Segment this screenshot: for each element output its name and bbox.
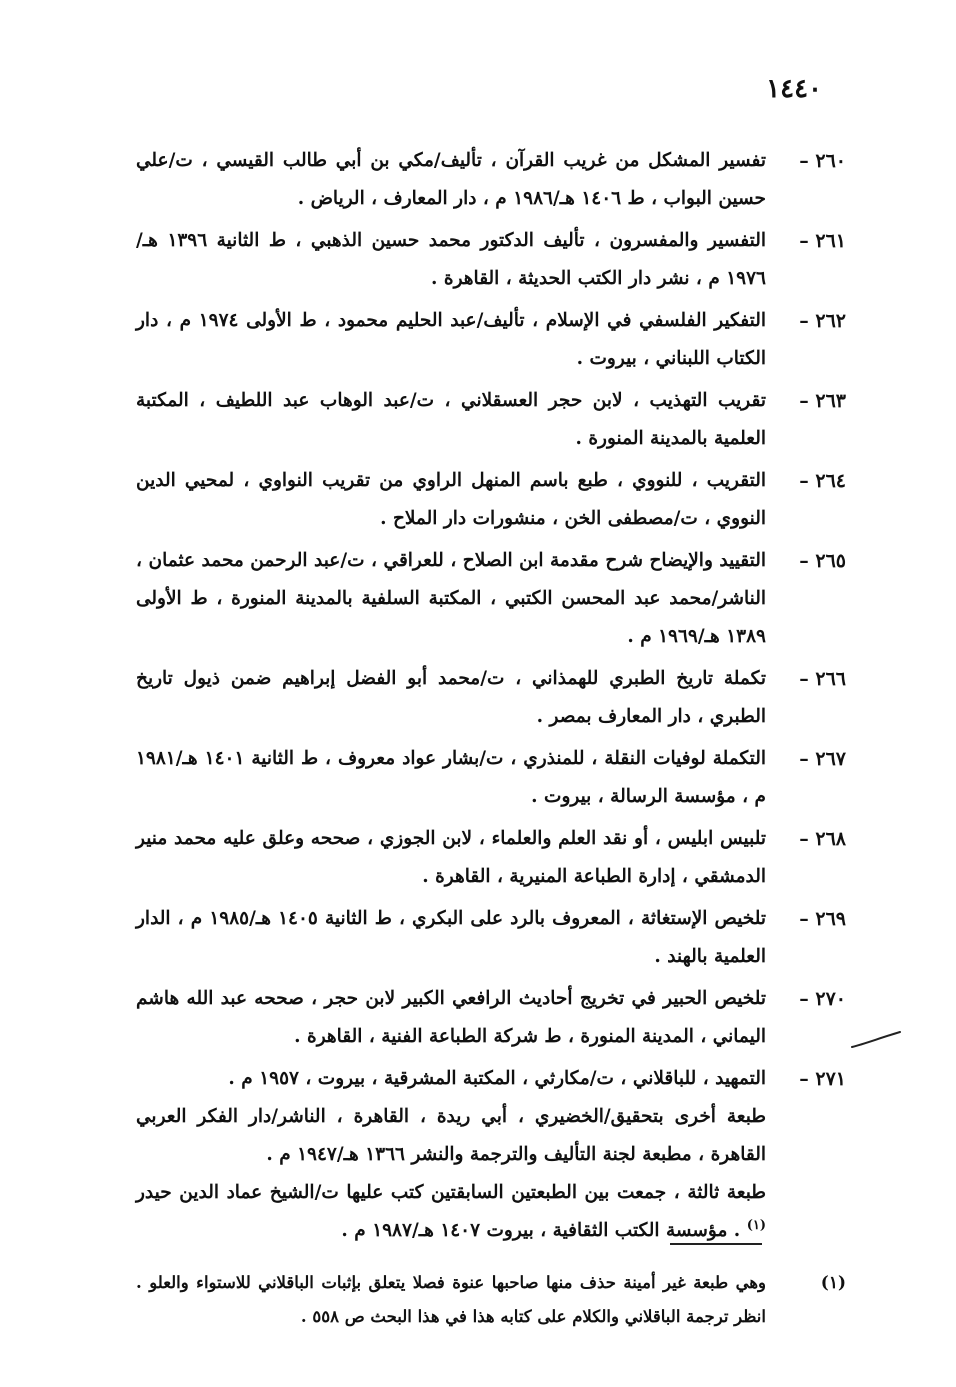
footnote-reference: (١) (746, 1217, 766, 1233)
entry-line: التقريب ، للنووي ، طبع باسم المنهل الراوي من تقريب النواوي ، لمحيي الدين النووي ، ت/مصطفى الخن ، منشورات دار الملاح . (136, 470, 766, 529)
handwritten-margin-mark (850, 1030, 902, 1050)
bibliography-entry (136, 222, 846, 298)
entry-text (136, 542, 766, 656)
entry-number: ٢٦١ – (799, 230, 846, 252)
bibliography-entry (136, 820, 846, 896)
entry-line: التمهيد ، للباقلاني ، ت/مكارثي ، المكتبة المشرقية ، بيروت ، ١٩٥٧ م . (228, 1068, 766, 1089)
bibliography-list (136, 142, 846, 1254)
entry-text (136, 142, 766, 218)
entry-number: ٢٧١ – (799, 1068, 846, 1090)
entry-number: ٢٦٥ – (799, 550, 846, 572)
entry-text (136, 462, 766, 538)
entry-text (136, 660, 766, 736)
page-number: ١٤٤٠ (766, 74, 822, 104)
bibliography-entry (136, 382, 846, 458)
entry-line-tail: . مؤسسة الكتب الثقافية ، بيروت ١٤٠٧ هـ/١٩٨٧ م . (341, 1220, 741, 1241)
entry-line: تفسير المشكل من غريب القرآن ، تأليف/مكي بن أبي طالب القيسي ، ت/علي حسين البواب ، ط ١٤٠٦ هـ/١٩٨٦ م ، دار المعارف ، الرياض . (136, 150, 766, 209)
entry-number: ٢٦٣ – (799, 390, 846, 412)
bibliography-entry (136, 1060, 846, 1250)
entry-line: طبعة أخرى بتحقيق/الخضيري ، أبي ريدة ، القاهرة ، الناشر/دار الفكر العربي القاهرة ، مطبعة لجنة التأليف والترجمة والنشر ١٣٦٦ هـ/١٩٤٧ م . (136, 1106, 766, 1165)
entry-line: تكملة تاريخ الطبري للهمذاني ، ت/محمد أبو الفضل إبراهيم ضمن ذيول تاريخ الطبري ، دار المعارف بمصر . (136, 668, 766, 727)
entry-line-text: طبعة ثالثة ، جمعت بين الطبعتين السابقتين كتب عليها ت/الشيخ عماد الدين حيدر (136, 1182, 766, 1203)
entry-text (136, 222, 766, 298)
entry-line: التفكير الفلسفي في الإسلام ، تأليف/عبد الحليم محمود ، ط الأولى ١٩٧٤ م ، دار الكتاب اللبناني ، بيروت . (136, 310, 766, 369)
entry-number: ٢٦٧ – (799, 748, 846, 770)
entry-text (136, 302, 766, 378)
entry-line: التقييد والإيضاح شرح مقدمة ابن الصلاح ، للعراقي ، ت/عبد الرحمن محمد عثمان ، الناشر/محمد عبد المحسن الكتبي ، المكتبة السلفية بالمدينة المنورة ، ط الأولى ١٣٨٩ هـ/١٩٦٩ م . (136, 550, 766, 647)
entry-line: تلخيص الإستغاثة ، المعروف بالرد على البكري ، ط الثانية ١٤٠٥ هـ/١٩٨٥ م ، الدار العلمية بالهند . (136, 908, 766, 967)
footnote-text: وهي طبعة غير أمينة حذف منها صاحبها عنوة فصلا يتعلق بإثبات الباقلاني للاستواء والعلو . انظر ترجمة الباقلاني والكلام على كتابه هذا في هذا البحث ص ٥٥٨ . (136, 1273, 766, 1326)
bibliography-entry (136, 462, 846, 538)
entry-number: ٢٦٦ – (799, 668, 846, 690)
entry-text (136, 1060, 766, 1250)
bibliography-entry (136, 142, 846, 218)
bibliography-entry (136, 900, 846, 976)
entry-text (136, 900, 766, 976)
entry-text (136, 382, 766, 458)
bibliography-entry (136, 542, 846, 656)
entry-line: تقريب التهذيب ، لابن حجر العسقلاني ، ت/عبد الوهاب عبد اللطيف ، المكتبة العلمية بالمدينة المنورة . (136, 390, 766, 449)
entry-line (136, 1174, 766, 1250)
entry-number: ٢٦٢ – (799, 310, 846, 332)
entry-text (136, 820, 766, 896)
footnote (136, 1266, 846, 1334)
bibliography-entry (136, 302, 846, 378)
entry-number: ٢٧٠ – (799, 988, 846, 1010)
entry-line: التكملة لوفيات النقلة ، للمنذري ، ت/بشار عواد معروف ، ط الثانية ١٤٠١ هـ/١٩٨١ م ، مؤسسة الرسالة ، بيروت . (136, 748, 767, 807)
entry-line: تلخيص الحبير في تخريج أحاديث الرافعي الكبير لابن حجر ، صححه عبد الله هاشم اليماني ، المدينة المنورة ، ط شركة الطباعة الفنية ، القاهرة . (136, 988, 766, 1047)
entry-number: ٢٦٩ – (799, 908, 846, 930)
entry-text (136, 980, 766, 1056)
entry-number: ٢٦٤ – (799, 470, 846, 492)
entry-number: ٢٦٠ – (799, 150, 846, 172)
bibliography-entry (136, 740, 846, 816)
entry-line: التفسير والمفسرون ، تأليف الدكتور محمد حسين الذهبي ، ط الثانية ١٣٩٦ هـ/ ١٩٧٦ م ، نشر دار الكتب الحديثة ، القاهرة . (136, 230, 766, 289)
bibliography-entry (136, 980, 846, 1056)
footnote-number: (١) (820, 1273, 846, 1293)
entry-number: ٢٦٨ – (799, 828, 846, 850)
entry-text (136, 740, 766, 816)
bibliography-entry (136, 660, 846, 736)
footnote-divider (670, 1243, 762, 1245)
entry-line: تلبيس ابليس ، أو نقد العلم والعلماء ، لابن الجوزي ، صححه وعلق عليه محمد منير الدمشقي ، إدارة الطباعة المنيرية ، القاهرة . (136, 828, 766, 887)
